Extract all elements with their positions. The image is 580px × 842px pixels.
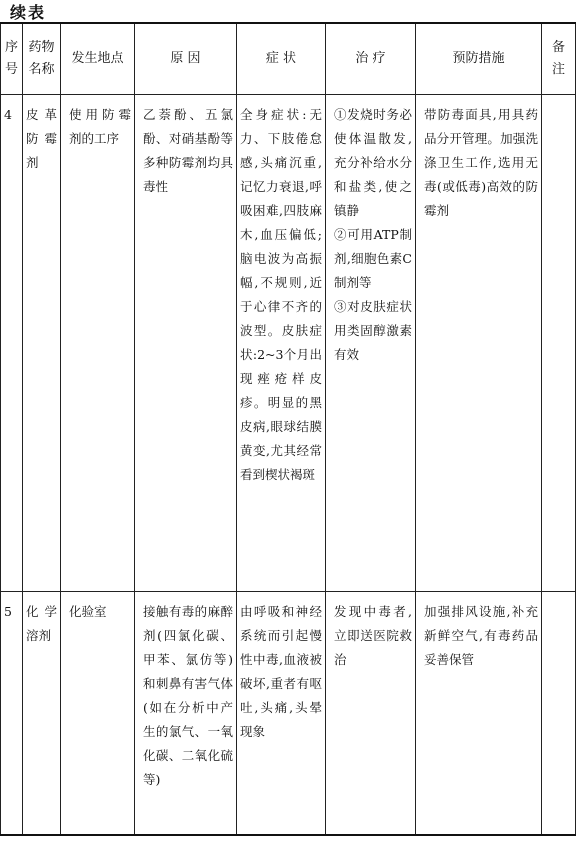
treatment-item: 发现中毒者,立即送医院救治 [334, 604, 412, 667]
header-symptom: 症 状 [237, 23, 326, 95]
toxicity-table [0, 22, 576, 836]
treatment-item: ①发烧时务必使体温散发,充分补给水分和盐类,使之镇静 [334, 107, 412, 218]
header-treatment: 治 疗 [326, 23, 416, 95]
row-prevention: 带防毒面具,用具药品分开管理。加强洗涤卫生工作,选用无毒(或低毒)高效的防霉剂 [416, 95, 542, 592]
row-seq: 5 [1, 592, 23, 836]
header-remarks: 备 注 [542, 23, 576, 95]
row-drug-name: 化学溶剂 [23, 592, 61, 836]
treatment-item: ③对皮肤症状用类固醇激素有效 [334, 299, 412, 362]
header-cause: 原 因 [135, 23, 237, 95]
row-drug-name: 皮革防霉剂 [23, 95, 61, 592]
header-place: 发生地点 [61, 23, 135, 95]
header-seq: 序号 [1, 23, 23, 95]
row-place: 化验室 [61, 592, 135, 836]
row-place: 使用防霉剂的工序 [61, 95, 135, 592]
continued-table-title: 续表 [10, 3, 47, 22]
row-seq: 4 [1, 95, 23, 592]
row-remarks [542, 95, 576, 592]
row-cause: 接触有毒的麻醉剂(四氯化碳、甲苯、氯仿等)和刺鼻有害气体(如在分析中产生的氯气、一氧化碳、二氧化硫等) [135, 592, 237, 836]
table-row [1, 592, 576, 836]
row-prevention: 加强排风设施,补充新鲜空气,有毒药品妥善保管 [416, 592, 542, 836]
row-symptom: 全身症状:无力、下肢倦怠感,头痛沉重,记忆力衰退,呼吸困难,四肢麻木,血压偏低;脑电波为高振幅,不规则,近于心律不齐的波型。皮肤症状:2~3个月出现痤疮样皮疹。明显的黑皮病,眼球结膜黄变,尤其经常看到楔状褐斑 [237, 95, 326, 592]
row-cause: 乙萘酚、五氯酚、对硝基酚等多种防霉剂均具毒性 [135, 95, 237, 592]
header-prevention: 预防措施 [416, 23, 542, 95]
row-remarks [542, 592, 576, 836]
header-row [1, 23, 576, 95]
treatment-item: ②可用ATP制剂,细胞色素C制剂等 [334, 227, 412, 290]
header-drug-name: 药物名称 [23, 23, 61, 95]
row-treatment [326, 592, 416, 836]
row-treatment [326, 95, 416, 592]
table-row [1, 95, 576, 592]
row-symptom: 由呼吸和神经系统而引起慢性中毒,血液被破坏,重者有呕吐,头痛,头晕现象 [237, 592, 326, 836]
